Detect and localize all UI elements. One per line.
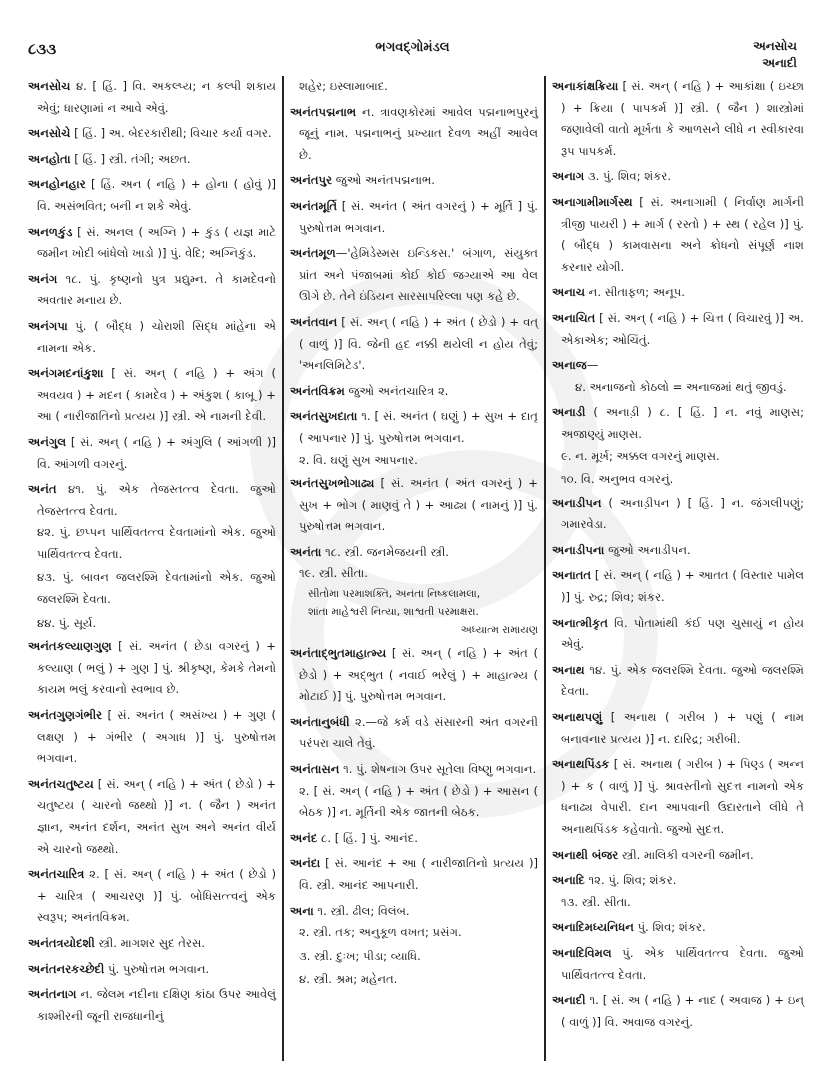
- definition: [ સં. અન્ ( નહિ ) + અંગુલિ ( આંગળી )] વિ. આંગળી વગરનું.: [37, 434, 276, 471]
- headword: અનાથ: [552, 662, 585, 677]
- headword: અનંદા: [290, 856, 321, 871]
- dictionary-entry: [290, 542, 538, 564]
- headword: અનંગુલ: [28, 434, 67, 449]
- headword: અનાડીપના: [552, 542, 605, 557]
- definition: સ્ત્રી. માગશર સુદ તેરસ.: [94, 935, 206, 950]
- definition: [ સં. અન્ ( નહિ ) + અંગ ( અવયવ ) + મદન ( કામદેવ ) + અંકુશ ( કાબૂ ) + આ ( નારીજાતિનો પ્રત્યય )] સ્ત્રી. એ નામની દેવી.: [37, 366, 276, 424]
- dictionary-entry: [552, 192, 804, 278]
- headword: અનાદિમધ્યનિધન: [552, 920, 634, 935]
- dictionary-entry: [552, 76, 804, 162]
- dictionary-entry: [290, 643, 538, 708]
- dictionary-entry: [552, 282, 804, 304]
- quotation-source: અધ્યાત્મ રામાયણ: [460, 624, 538, 637]
- headword: અનાદી: [552, 993, 586, 1008]
- dictionary-entry: [290, 712, 538, 755]
- definition: —: [586, 358, 599, 373]
- dictionary-entry: [290, 406, 538, 449]
- dictionary-entry: [290, 381, 538, 403]
- headword: અનાકાંક્ષક્રિયા: [552, 79, 619, 93]
- headword: અનસોચે: [28, 126, 71, 141]
- page-header: [28, 36, 797, 76]
- definition: [ સં. અનંત ( અંત વગરનું ) + સુખ + ભોગ ( માણવું તે ) + આઢ્ય ( નામનું )] પું. પુરુષોત્તમ ભગવાન.: [299, 476, 538, 534]
- headword: અનાથપણું: [552, 710, 603, 725]
- dictionary-entry: [28, 76, 276, 119]
- headword: અનંતગુણગંભીર: [28, 708, 103, 723]
- definition: ૨.—જે કર્મ વડે સંસારની અંત વગરની પરંપરા ચાલે તેવું.: [299, 714, 538, 751]
- headword: અનાગામીમાર્ગસ્થ: [552, 194, 633, 209]
- dictionary-columns: [28, 76, 804, 1066]
- dictionary-entry: [28, 933, 276, 955]
- column-3: [552, 76, 804, 1066]
- definition: [ સં. આનંદ + આ ( નારીજાતિનો પ્રત્યય )] વિ. સ્ત્રી. આનંદ આપનારી.: [299, 856, 538, 892]
- definition: ૧૮. સ્ત્રી. જનમેજયની સ્ત્રી.: [321, 544, 449, 559]
- page-number: ૮૩૩: [28, 40, 57, 58]
- definition: [ સં. અનાથ ( ગરીબ ) + પિણ્ડ ( અન્ન ) + ક ( વાળું )] પું. શ્રાવસ્તીનો સુદત્ત નામનો એક ધનાઢ્ય વેપારી. દાન આપવાની ઉદારતાને લીધે તે અનાથપિંડક કહેવાતો. જુઓ સુદત્ત.: [561, 757, 804, 836]
- headword: અનહોતા: [28, 151, 71, 166]
- headword: અનંતસુખદાતા: [290, 409, 358, 424]
- definition: [ સં. અન્ ( નહિ ) + આતત ( વિસ્તાર પામેલ )] પું. રુદ્ર; શિવ; શંકર.: [561, 568, 804, 605]
- headword: અનંતનાગ: [28, 987, 77, 1002]
- dictionary-entry: [290, 828, 538, 850]
- dictionary-entry: [28, 174, 276, 217]
- column-1: [28, 76, 276, 1066]
- definition: ન. જેલમ નદીના દક્ષિણ કાંઠા ઉપર આવેલું કાશ્મીરની જૂની રાજધાનીનું: [37, 987, 276, 1023]
- dictionary-entry: [552, 540, 804, 562]
- headword: અનંતત્રયોદશી: [28, 935, 95, 950]
- definition: પું. ( બૌદ્ધ ) ચોરાશી સિદ્ધ માંહેના એ નામના એક.: [37, 318, 276, 355]
- definition: [ સં. અનંત ( અંત વગરનું ) + મૂર્તિ ] પું. પુરુષોત્તમ ભગવાન.: [299, 198, 538, 235]
- definition: [ સં. અન્ ( નહિ ) + અંત ( છેડો ) + વત્ ( વાળું )] વિ. જેની હદ નક્કી થયેલી ન હોય તેવું; 'અનલિમિટેડ'.: [299, 314, 538, 373]
- dictionary-entry: [28, 363, 276, 428]
- definition: પું. શિવ; શંકર.: [633, 920, 706, 935]
- dictionary-entry: [552, 613, 804, 656]
- headword: અનંતવિક્રમ: [290, 383, 345, 398]
- dictionary-entry: [552, 943, 804, 986]
- headword: અનંતપદ્મનાભ: [290, 104, 357, 119]
- sense: ૪. સ્ત્રી. શ્રમ; મહેનત.: [299, 972, 398, 987]
- headword: અનાત્મીકૃત: [552, 615, 608, 630]
- headword: અનાથી બંજર: [552, 847, 619, 862]
- dictionary-entry: [552, 308, 804, 351]
- definition: જુઓ અનાડીપન.: [604, 542, 691, 557]
- definition: [ સં. અનંત ( છેડા વગરનું ) + કલ્યાણ ( ભલું ) + ગુણ ] પું. શ્રીકૃષ્ણ, કેમકે તેમનો કાયમ ભલું કરવાનો સ્વભાવ છે.: [37, 639, 276, 697]
- headword: અનંતપુર: [290, 173, 333, 188]
- headword: અનંતાનુબંધી: [290, 714, 350, 729]
- guide-words: [753, 38, 797, 72]
- headword: અનંતકલ્યાણગુણ: [28, 639, 112, 654]
- dictionary-entry: [28, 316, 276, 359]
- definition: જુઓ અનંતપદ્મનાભ.: [332, 173, 435, 188]
- headword: અનંતસુખભોગાઢ્ય: [290, 476, 375, 491]
- definition: ૧. [ સં. અ ( નહિ ) + નાદ ( અવાજ ) + ઇન્ ( વાળું )] વિ. અવાજ વગરનું.: [561, 993, 804, 1029]
- dictionary-entry: [290, 312, 538, 377]
- headword: અનાદિવિમલ: [552, 945, 612, 960]
- dictionary-entry: [28, 864, 276, 929]
- headword: અનંતા: [290, 544, 322, 559]
- headword: અનંતાદ્ભુતમાહાત્મ્ય: [290, 646, 387, 661]
- dictionary-entry: [552, 355, 804, 377]
- definition: પું. પુરુષોત્તમ ભગવાન.: [104, 961, 210, 976]
- column-divider: [282, 76, 284, 1061]
- dictionary-entry: [552, 990, 804, 1033]
- dictionary-entry: [290, 196, 538, 239]
- dictionary-entry: [28, 123, 276, 145]
- dictionary-entry: [552, 917, 804, 939]
- dictionary-entry: [290, 853, 538, 896]
- headword: અનાડીપન: [552, 495, 602, 510]
- dictionary-entry: [552, 166, 804, 188]
- headword: અનાતત: [552, 568, 592, 583]
- definition: પું. એક પાર્થિવતત્ત્વ દેવતા. જુઓ પાર્થિવતત્ત્વ દેવતા.: [561, 945, 804, 982]
- sense: ૪૨. પું. છપ્પન પાર્થિવતત્ત્વ દેવતામાંનો એક. જુઓ પાર્થિવતત્ત્વ દેવતા.: [37, 525, 276, 561]
- definition: [ અનાથ ( ગરીબ ) + પણું ( નામ બનાવનાર પ્રત્યય )] ન. દારિદ્ર; ગરીબી.: [561, 710, 804, 746]
- dictionary-entry: [552, 707, 804, 750]
- definition: ન. ત્રાવણકોરમાં આવેલ પદ્મનાભપુરનું જૂનું નામ. પદ્મનાભનું પ્રખ્યાત દેવળ અહીં આવેલ છે.: [299, 104, 538, 162]
- definition: ( અનાડ઼ીપન ) [ હિં. ] ન. જંગલીપણું; ગમારવેડા.: [561, 495, 804, 532]
- dictionary-entry: [290, 243, 538, 308]
- headword: અનળકુંડ: [28, 224, 73, 239]
- sense: ૧૦. વિ. અનુભવ વગરનું.: [561, 472, 674, 487]
- quotation-line: સીતોમા પરમાશક્તિ, અનંતા નિષ્કલામલા,: [308, 588, 481, 601]
- definition: [ હિં. અન ( નહિ ) + હોના ( હોવું )] વિ. અસંભવિત; બની ન શકે એવું.: [37, 177, 276, 213]
- quotation-line: શાંતા માહેશ્વરી નિત્યા, શાશ્વતી પરમાક્ષરા.: [308, 606, 479, 619]
- headword: અનંગપા: [28, 318, 68, 333]
- dictionary-entry: [552, 845, 804, 867]
- definition: ૧૪. પું. એક જલરશ્મિ દેવતા. જુઓ જલરશ્મિ દેવતા.: [561, 662, 804, 699]
- definition: સ્ત્રી. માલિકી વગરની જમીન.: [618, 847, 754, 862]
- definition: [ સં. અન્ ( નહિ ) + અંત ( છેડો ) + ચતુષ્ટય ( ચારનો જથ્થો )] ન. ( જૈન ) અનંત જ્ઞાન, અનંત દર્શન, અનંત સુખ અને અનંત વીર્ય એ ચારનો જથ્થો.: [37, 776, 276, 856]
- dictionary-entry: [290, 473, 538, 538]
- definition: ૪. [ હિં. ] વિ. અકલ્પ્ય; ન કલ્પી શકાય એવું; ધારણામાં ન આવે એવું.: [37, 79, 276, 115]
- guide-word-last: અનાદી: [762, 56, 797, 70]
- headword: અનાજ: [552, 358, 587, 373]
- column-2: [290, 76, 538, 1066]
- definition: [ સં. અન્ ( નહિ ) + આકાંક્ષા ( ઇચ્છા ) + ક્રિયા ( પાપકર્મ )] સ્ત્રી. ( જૈન ) શાસ્ત્રોમાં જણાવેલી વાતો મૂર્ખતા કે આળસને લીધે ન સ્વીકારવા રૂપ પાપકર્મ.: [561, 79, 804, 158]
- definition: ૩. પું. શિવ; શંકર.: [584, 169, 672, 184]
- sense: ૪૪. પું. સૂર્ય.: [37, 615, 97, 630]
- definition: ન. સીતાફળ; અનૂપ.: [585, 285, 685, 300]
- definition: ૨. [ સં. અન્ ( નહિ ) + અંત ( છેડો ) + ચારિત્ર ( આચરણ )] પું. બોધિસત્ત્વનું એક સ્વરૂપ; અનંતવિક્રમ.: [37, 867, 276, 925]
- headword: અના: [290, 903, 314, 918]
- definition: [ હિં. ] અ. બેદરકારીથી; વિચાર કર્યા વગર.: [70, 126, 272, 141]
- headword: અનંતચતુષ્ટય: [28, 776, 94, 791]
- dictionary-entry: [290, 170, 538, 192]
- definition: જુઓ અનંતચારિત્ર ૨.: [344, 383, 449, 398]
- dictionary-entry: [552, 402, 804, 445]
- sense: ૨. [ સં. અન્ ( નહિ ) + અંત ( છેડો ) + આસન ( બેઠક )] ન. મૂર્તિની એક જાતની બેઠક.: [299, 783, 538, 820]
- sense: ૧૯. સ્ત્રી. સીતા.: [299, 566, 368, 581]
- headword: અનંતમૂળ: [290, 246, 336, 261]
- dictionary-entry: [28, 432, 276, 475]
- guide-word-first: અનસોચ: [753, 39, 797, 53]
- definition: [ હિં. ] સ્ત્રી. તંગી; અછત.: [70, 151, 191, 166]
- headword: અનસોચ: [28, 79, 71, 93]
- definition: ૧. [ સં. અનંત ( ઘણું ) + સુખ + દાતૃ ( આપનાર )] પું. પુરુષોત્તમ ભગવાન.: [299, 409, 538, 445]
- sense: ૨. સ્ત્રી. તક; અનુકૂળ વખત; પ્રસંગ.: [299, 925, 462, 940]
- definition: ૧૨. પું. શિવ; શંકર.: [584, 873, 677, 888]
- dictionary-entry: [552, 870, 804, 892]
- definition: ૧૮. પું. કૃષ્ણનો પુત્ર પ્રદ્યુમ્ન. તે કામદેવનો અવતાર મનાય છે.: [37, 271, 276, 308]
- headword: અનાદિ: [552, 873, 585, 888]
- definition: [ સં. અનાગામી ( નિર્વાણ માર્ગની ત્રીજી પાયરી ) + માર્ગ ( રસ્તો ) + સ્થ ( રહેલ )] પું. ( બૌદ્ધ ) કામવાસના અને ક્રોધનો સંપૂર્ણ નાશ કરનાર યોગી.: [561, 194, 804, 274]
- headword: અનંત: [28, 482, 57, 497]
- book-title: ભગવદ્ગોમંડલ: [375, 40, 450, 55]
- headword: અનંદ: [290, 830, 318, 845]
- definition: [ સં. અન્ ( નહિ ) + ચિત્ત ( વિચારવું )] અ. એકાએક; ઓચિંતું.: [561, 310, 804, 347]
- definition: ૧. સ્ત્રી. ઢીલ; વિલંબ.: [313, 903, 410, 918]
- definition: ૧. પું. શેષનાગ ઉપર સૂતેલા વિષ્ણુ ભગવાન.: [339, 762, 537, 777]
- continued-definition: શહેર; ઇસ્લામાબાદ.: [299, 79, 388, 93]
- definition: [ સં. અનંત ( અસંખ્ય ) + ગુણ ( લક્ષણ ) + ગંભીર ( અગાધ )] પું. પુરુષોત્તમ ભગવાન.: [37, 708, 276, 766]
- definition: વિ. પોતામાંથી કંઈ પણ ચુસાયું ન હોય એવું.: [561, 615, 804, 652]
- definition: ( અનાડ઼ી ) ૮. [ હિં. ] ન. નવું માણસ; અજાણ્યું માણસ.: [561, 405, 804, 441]
- definition: —'હેમિડેસ્મસ ઇન્ડિકસ.' બંગાળ, સંયુક્ત પ્રાંત અને પંજાબમાં કોઈ કોઈ જગ્યાએ આ વેલ ઊગે છે. તેને ઇંડિયન સારસાપરિલ્લા પણ કહે છે.: [299, 246, 538, 304]
- dictionary-entry: [552, 754, 804, 840]
- dictionary-entry: [552, 660, 804, 703]
- dictionary-entry: [28, 774, 276, 860]
- dictionary-entry: [28, 222, 276, 265]
- dictionary-entry: [552, 493, 804, 536]
- definition: [ સં. અન્ ( નહિ ) + અંત ( છેડો ) + અદ્ભુત ( નવાઈ ભરેલું ) + માહાત્મ્ય ( મોટાઈ )] પું. પુરુષોત્તમ ભગવાન.: [299, 646, 538, 704]
- sense: ૪૩. પું. બાવન જલરશ્મિ દેવતામાંનો એક. જુઓ જલરશ્મિ દેવતા.: [37, 570, 276, 607]
- dictionary-entry: [552, 565, 804, 608]
- sense: ૪. અનાજનો કોઠલો = અનાજમાં થતું જીવડું.: [575, 379, 787, 394]
- headword: અનાથપિંડક: [552, 757, 610, 772]
- dictionary-entry: [28, 149, 276, 171]
- headword: અનાડી: [552, 405, 586, 420]
- dictionary-entry: [290, 901, 538, 923]
- headword: અનંતવાન: [290, 314, 338, 329]
- headword: અનંતમૂર્તિ: [290, 198, 338, 213]
- sense: ૨. વિ. ઘણું સુખ આપનાર.: [299, 452, 418, 467]
- definition: ૮. [ હિં. ] પું. આનંદ.: [317, 830, 418, 845]
- column-divider: [544, 76, 546, 1061]
- headword: અનહોનહાર: [28, 177, 86, 192]
- headword: અનાચિત: [552, 310, 596, 325]
- definition: [ સં. અનલ ( અગ્નિ ) + કુંડ ( યજ્ઞ માટે જમીન ખોદી બાંધેલો ખાડો )] પું. વેદિ; અગ્નિકુંડ.: [37, 224, 276, 261]
- headword: અનંગમદનાંકુશા: [28, 366, 104, 381]
- dictionary-entry: [28, 705, 276, 770]
- dictionary-entry: [28, 636, 276, 701]
- headword: અનંતચારિત્ર: [28, 867, 85, 882]
- dictionary-entry: [28, 479, 276, 522]
- headword: અનાચ: [552, 285, 585, 300]
- dictionary-entry: [28, 984, 276, 1027]
- dictionary-entry: [290, 102, 538, 167]
- sense: ૯. ન. મૂર્ખ; અક્કલ વગરનું માણસ.: [561, 448, 720, 463]
- sense: ૩. સ્ત્રી. દુઃખ; પીડા; વ્યાધિ.: [299, 948, 421, 963]
- headword: અનંતાસન: [290, 762, 340, 777]
- dictionary-entry: [28, 959, 276, 981]
- dictionary-entry: [28, 269, 276, 312]
- definition: ૪૧. પું. એક તેજસ્તત્ત્વ દેવતા. જુઓ તેજસ્તત્ત્વ દેવતા.: [37, 482, 276, 518]
- sense: ૧૩. સ્ત્રી. સીતા.: [561, 894, 631, 909]
- headword: અનાગ: [552, 169, 585, 184]
- dictionary-entry: [290, 759, 538, 781]
- headword: અનંતનરકચ્છેદી: [28, 961, 105, 976]
- headword: અનંગ: [28, 271, 58, 286]
